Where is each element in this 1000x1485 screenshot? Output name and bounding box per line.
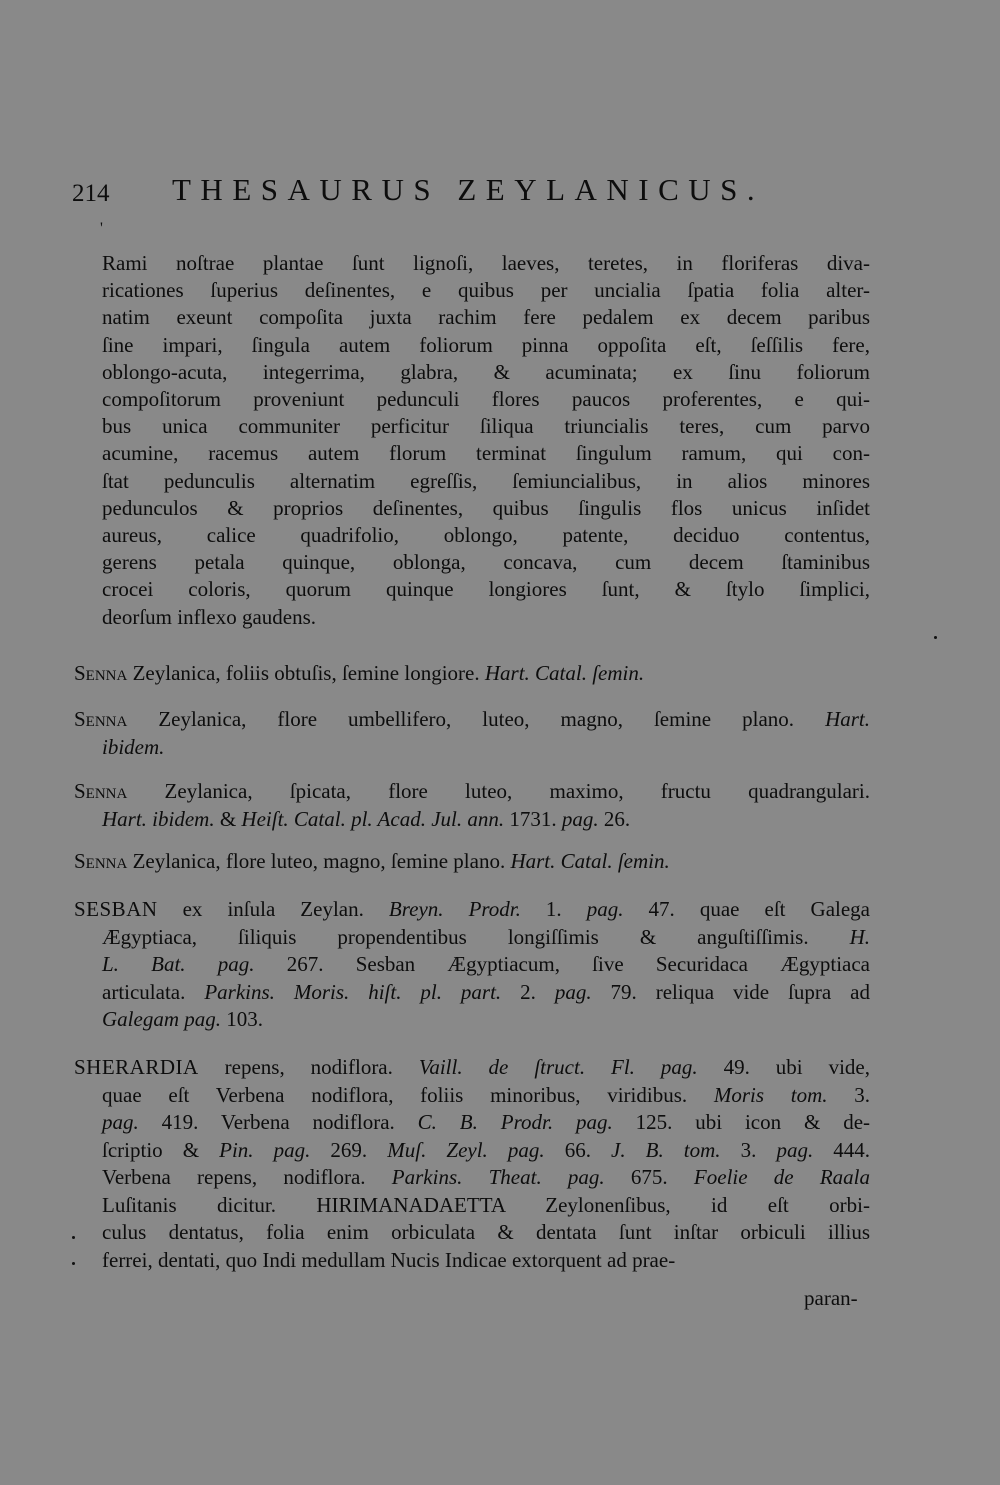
entry-text: 26. [598, 806, 631, 831]
text-line: gerens petala quinque, oblonga, concava, cum decem ſtaminibus [102, 550, 870, 575]
citation-italic: Galegam pag. [102, 1007, 221, 1031]
entry-text: Zeylanica, flore luteo, magno, ſemine plano. [132, 849, 511, 873]
entry-line [74, 1247, 870, 1275]
entry-line [74, 1137, 870, 1165]
citation-italic: Pin. pag. [219, 1137, 311, 1162]
text-line: ricationes ſuperius deſinentes, e quibus per uncialia ſpatia folia alter- [102, 278, 870, 303]
citation-italic: pag. [776, 1137, 814, 1162]
entry-text: articulata. [102, 979, 205, 1004]
synonym-entry [74, 706, 870, 761]
entry-text: 444. [813, 1137, 871, 1162]
page-number: 214 [72, 180, 110, 207]
citation-italic: Parkins. Moris. hiſt. pl. part. [204, 979, 502, 1004]
citation-italic: Hart. Catal. ſemin. [510, 849, 670, 873]
entry-line [74, 951, 870, 979]
entry-text: 66. [544, 1137, 612, 1162]
entry-line [74, 1164, 870, 1192]
entry-line [74, 1082, 870, 1110]
entry-text: 1. [520, 897, 587, 921]
synonym-entry [74, 778, 870, 833]
entry-line [74, 1192, 870, 1220]
citation-italic: Hart. Catal. ſemin. [484, 661, 645, 685]
citation-italic: ibidem. [102, 734, 165, 759]
citation-italic: pag. [102, 1110, 139, 1134]
entry-text: Verbena repens, nodiflora. [102, 1165, 392, 1189]
entry-text: Zeylanica, flore umbellifero, luteo, magno, ſemine plano. [158, 707, 826, 731]
text-line: compoſitorum proveniunt pedunculi flores paucos proferentes, e qui- [102, 387, 870, 412]
entry-line [74, 778, 870, 806]
entry-text: Zeylanica, foliis obtuſis, ſemine longiore. [132, 661, 485, 685]
entry-text: 49. ubi vide, [697, 1055, 870, 1079]
entry-line [74, 734, 870, 762]
citation-italic: Muſ. Zeyl. pag. [387, 1137, 545, 1162]
citation-italic: L. Bat. pag. [102, 952, 255, 976]
entry-text: ex inſula Zeylan. [157, 897, 389, 921]
entry-text: 675. [604, 1165, 694, 1189]
entry-headword: SESBAN [74, 897, 158, 921]
citation-italic: Foelie de Raala [693, 1165, 871, 1189]
entry-line [74, 1054, 870, 1082]
text-line: bus unica communiter perficitur ſiliqua triuncialis teres, cum parvo [102, 414, 870, 439]
description-paragraph [102, 250, 870, 631]
citation-italic: Heiſt. Catal. pl. Acad. Jul. ann. [241, 806, 505, 831]
running-head: THESAURUS ZEYLANICUS. [172, 172, 765, 207]
entry-text: 267. Sesban Ægyptiacum, ſive Securidaca Ægyptiaca [254, 952, 870, 976]
entry-text: ſcriptio & [102, 1137, 220, 1162]
entry-headword: Senna [74, 779, 165, 803]
citation-italic: pag. [586, 897, 624, 921]
citation-italic: Breyn. Prodr. [388, 897, 521, 921]
entry-text: 419. Verbena nodiflora. [138, 1110, 418, 1134]
entry-line [74, 848, 870, 876]
citation-italic: C. B. Prodr. pag. [417, 1110, 613, 1134]
citation-italic: H. [849, 924, 870, 949]
citation-italic: J. B. tom. [611, 1137, 721, 1162]
catchword: paran- [804, 1286, 858, 1310]
entry-line [74, 924, 870, 952]
text-line: natim exeunt compoſita juxta rachim fere pedalem ex decem paribus [102, 305, 870, 330]
text-line: pedunculos & proprios deſinentes, quibus ſingulis flos unicus inſidet [102, 495, 870, 520]
entry-text: 3. [720, 1137, 777, 1162]
entry-text: 79. reliqua vide ſupra ad [591, 979, 870, 1004]
entry-text: Ægyptiaca, ſiliquis propendentibus longiſſimis & anguſtiſſimis. [102, 924, 850, 949]
text-line: acumine, racemus autem florum terminat ſingulum ramum, qui con- [102, 441, 870, 466]
citation-italic: Parkins. Theat. pag. [391, 1165, 605, 1189]
entry-text: 1731. [504, 806, 562, 831]
entry-text: ferrei, dentati, quo Indi medullam Nucis Indicae extorquent ad prae- [102, 1247, 676, 1272]
entry-line [74, 1109, 870, 1137]
synonym-entry [74, 660, 870, 688]
citation-italic: Moris tom. [713, 1082, 828, 1107]
page-header [72, 172, 872, 212]
text-line: ſtat pedunculis alternatim egreſſis, ſemiuncialibus, in alios minores [102, 468, 870, 493]
text-line: Rami noſtrae plantae ſunt lignoſi, laeves, teretes, in floriferas diva- [102, 251, 870, 275]
entry-line [74, 979, 870, 1007]
text-line: deorſum inflexo gaudens. [102, 604, 317, 629]
entry-line [74, 706, 870, 734]
entry-text: & [214, 806, 242, 831]
entry-headword: Senna [74, 707, 159, 731]
entry-headword: SHERARDIA [74, 1055, 199, 1079]
ink-speck [72, 1236, 75, 1239]
entry-text: repens, nodiflora. [198, 1055, 419, 1079]
entry-text: 47. quae eſt Galega [623, 897, 871, 921]
entry-line [74, 896, 870, 924]
ink-speck [934, 636, 937, 639]
entry-text: 125. ubi icon & de- [612, 1110, 871, 1134]
entry-line [74, 1219, 870, 1247]
citation-italic: pag. [561, 806, 599, 831]
stray-mark: ' [100, 220, 103, 237]
entry-line [74, 1006, 870, 1034]
text-line: oblongo-acuta, integerrima, glabra, & acuminata; ex ſinu foliorum [102, 359, 870, 384]
synonym-entry [74, 848, 870, 876]
synonym-entry [74, 1054, 870, 1274]
text-line: aureus, calice quadrifolio, oblongo, patente, deciduo contentus, [102, 523, 870, 548]
entry-text: 269. [310, 1137, 388, 1162]
entry-text: Zeylanica, ſpicata, flore luteo, maximo, fructu quadrangulari. [164, 779, 870, 803]
entry-line [74, 806, 870, 834]
entry-text: culus dentatus, folia enim orbiculata & dentata ſunt inſtar orbiculi illius [102, 1220, 870, 1244]
entry-text: 3. [827, 1082, 870, 1107]
citation-italic: Hart. ibidem. [102, 806, 215, 831]
entry-headword: Senna [74, 661, 133, 685]
entry-text: 2. [501, 979, 555, 1004]
entry-text: Luſitanis dicitur. HIRIMANADAETTA Zeylonenſibus, id eſt orbi- [102, 1192, 870, 1217]
entry-headword: Senna [74, 849, 133, 873]
entry-line [74, 660, 870, 688]
citation-italic: Vaill. de ſtruct. Fl. pag. [418, 1055, 698, 1079]
ink-speck [72, 1262, 75, 1265]
text-line: crocei coloris, quorum quinque longiores ſunt, & ſtylo ſimplici, [102, 577, 870, 602]
entry-text: 103. [221, 1007, 263, 1031]
synonym-entry [74, 896, 870, 1034]
entry-text: quae eſt Verbena nodiflora, foliis minoribus, viridibus. [102, 1082, 714, 1107]
text-line: ſine impari, ſingula autem foliorum pinna oppoſita eſt, ſeſſilis fere, [102, 332, 870, 357]
citation-italic: pag. [554, 979, 592, 1004]
citation-italic: Hart. [825, 707, 870, 731]
